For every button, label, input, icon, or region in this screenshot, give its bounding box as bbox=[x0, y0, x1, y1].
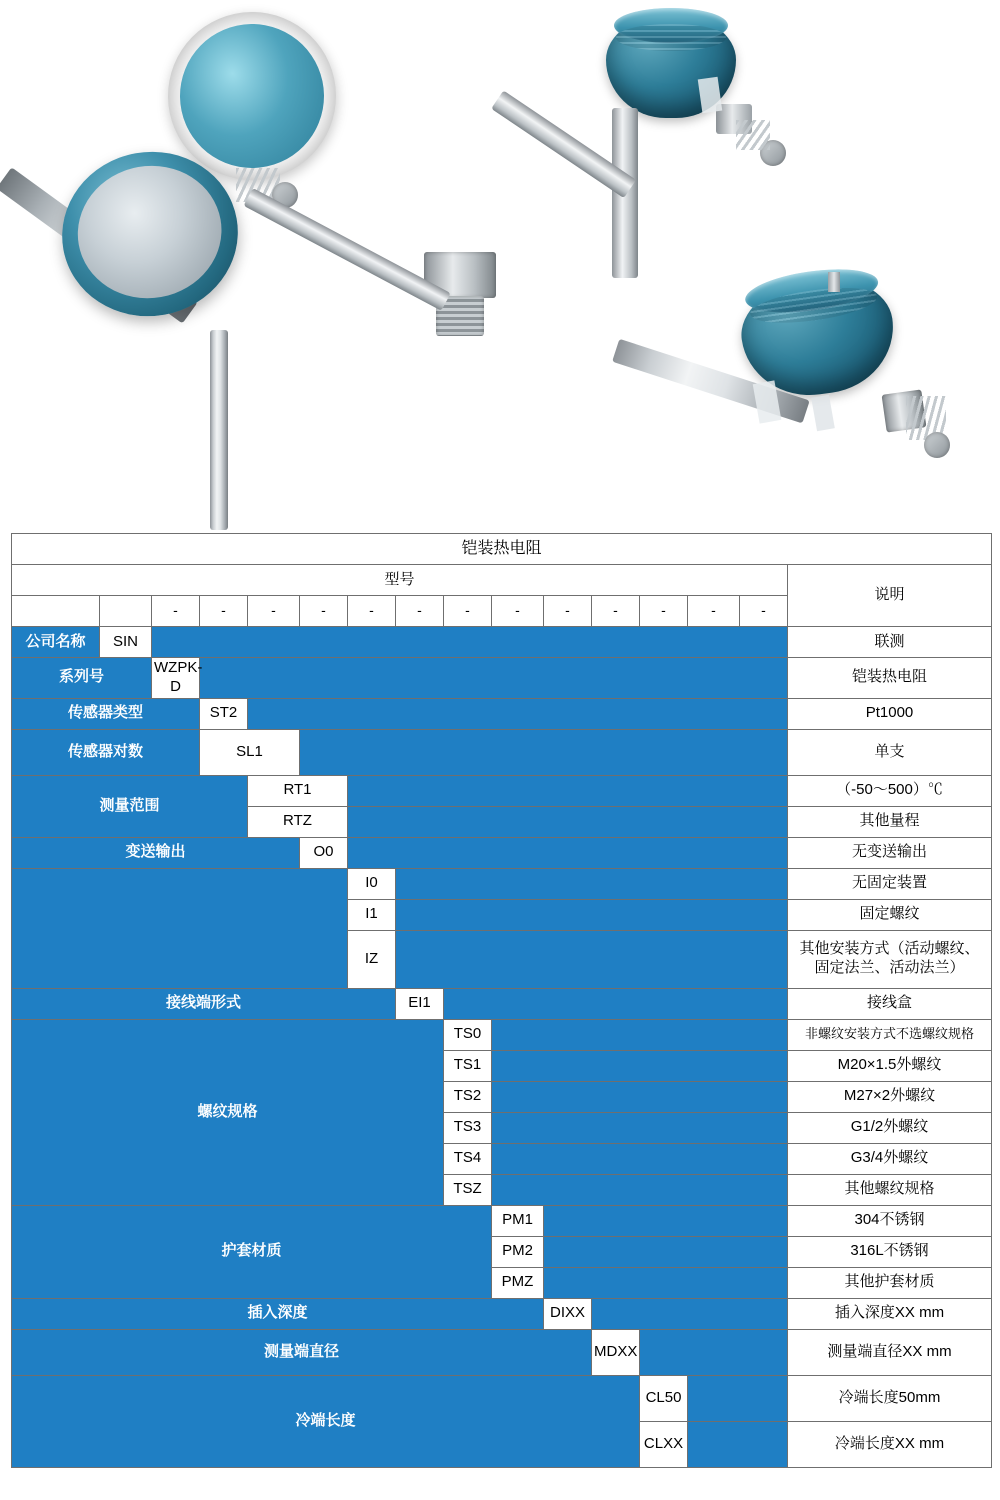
table-row bbox=[12, 698, 992, 729]
row-label-company: 公司名称 bbox=[12, 627, 100, 658]
row-desc-mounting-i1: 固定螺纹 bbox=[788, 899, 992, 930]
dash-cell: - bbox=[492, 596, 544, 627]
row-code-cold-end-clxx: CLXX bbox=[640, 1421, 688, 1467]
row-fill bbox=[492, 1050, 788, 1081]
row-code-sensor-type: ST2 bbox=[200, 698, 248, 729]
row-desc-terminal: 接线盒 bbox=[788, 988, 992, 1019]
table-row bbox=[12, 1205, 992, 1236]
row-desc-thread-tsz: 其他螺纹规格 bbox=[788, 1174, 992, 1205]
row-code-sheath-pmz: PMZ bbox=[492, 1267, 544, 1298]
table-row bbox=[12, 658, 992, 699]
row-fill bbox=[444, 988, 788, 1019]
row-label-sheath: 护套材质 bbox=[12, 1205, 492, 1298]
row-fill bbox=[492, 1019, 788, 1050]
row-fill bbox=[396, 930, 788, 988]
dash-cell: - bbox=[444, 596, 492, 627]
row-code-thread-ts4: TS4 bbox=[444, 1143, 492, 1174]
row-code-mounting-i1: I1 bbox=[348, 899, 396, 930]
lid-chain bbox=[736, 120, 770, 150]
row-desc-thread-ts2: M27×2外螺纹 bbox=[788, 1081, 992, 1112]
row-fill bbox=[348, 775, 788, 806]
row-fill bbox=[492, 1143, 788, 1174]
dash-cell: - bbox=[688, 596, 740, 627]
row-label-output: 变送输出 bbox=[12, 837, 300, 868]
row-label-sensor-type: 传感器类型 bbox=[12, 698, 200, 729]
row-desc-tip-diameter: 测量端直径XX mm bbox=[788, 1329, 992, 1375]
row-code-tip-diameter: MDXX bbox=[592, 1329, 640, 1375]
row-fill bbox=[688, 1375, 788, 1421]
dash-cell: - bbox=[544, 596, 592, 627]
row-code-output: O0 bbox=[300, 837, 348, 868]
desc-line-1: 其他安装方式（活动螺纹、 bbox=[799, 940, 980, 958]
desc-header: 说明 bbox=[788, 565, 992, 627]
row-desc-thread-ts4: G3/4外螺纹 bbox=[788, 1143, 992, 1174]
row-label-tip-diameter: 测量端直径 bbox=[12, 1329, 592, 1375]
probe-stem-center-mid bbox=[244, 188, 451, 311]
table-header-row bbox=[12, 565, 992, 596]
row-fill bbox=[688, 1421, 788, 1467]
row-desc-cold-end-clxx: 冷端长度XX mm bbox=[788, 1421, 992, 1467]
row-desc-cold-end-cl50: 冷端长度50mm bbox=[788, 1375, 992, 1421]
row-fill bbox=[348, 806, 788, 837]
row-code-mounting-iz: IZ bbox=[348, 930, 396, 988]
vent-hole bbox=[148, 174, 168, 189]
row-fill bbox=[492, 1112, 788, 1143]
row-fill bbox=[544, 1205, 788, 1236]
row-desc-sheath-pm1: 304不锈钢 bbox=[788, 1205, 992, 1236]
row-label-terminal: 接线端形式 bbox=[12, 988, 396, 1019]
dash-cell: - bbox=[740, 596, 788, 627]
row-desc-company: 联测 bbox=[788, 627, 992, 658]
row-code-company: SIN bbox=[100, 627, 152, 658]
row-fill bbox=[152, 627, 788, 658]
row-desc-range-rtz: 其他量程 bbox=[788, 806, 992, 837]
dash-cell-spacer bbox=[12, 596, 100, 627]
row-desc-series: 铠装热电阻 bbox=[788, 658, 992, 699]
row-desc-output: 无变送输出 bbox=[788, 837, 992, 868]
row-code-terminal: EI1 bbox=[396, 988, 444, 1019]
row-fill bbox=[544, 1267, 788, 1298]
model-selection-table bbox=[11, 533, 992, 1468]
row-desc-sensor-type: Pt1000 bbox=[788, 698, 992, 729]
terminal-screw bbox=[143, 213, 157, 227]
row-code-thread-ts1: TS1 bbox=[444, 1050, 492, 1081]
row-desc-mounting-iz bbox=[788, 930, 992, 988]
red-wire bbox=[107, 186, 157, 222]
terminal-screw bbox=[109, 221, 123, 235]
desc-line-2: 固定法兰、活动法兰） bbox=[814, 959, 965, 976]
product-label-sticker bbox=[811, 395, 835, 432]
row-code-sheath-pm2: PM2 bbox=[492, 1236, 544, 1267]
table-row bbox=[12, 868, 992, 899]
dash-cell: - bbox=[152, 596, 200, 627]
row-desc-sensor-pairs: 单支 bbox=[788, 729, 992, 775]
table-title: 铠装热电阻 bbox=[12, 534, 992, 565]
row-desc-mounting-i0: 无固定装置 bbox=[788, 868, 992, 899]
row-desc-sheath-pmz: 其他护套材质 bbox=[788, 1267, 992, 1298]
row-label-range: 测量范围 bbox=[12, 775, 248, 837]
head-ridges bbox=[616, 24, 725, 51]
row-code-cold-end-cl50: CL50 bbox=[640, 1375, 688, 1421]
row-label-sensor-pairs: 传感器对数 bbox=[12, 729, 200, 775]
row-fill bbox=[248, 698, 788, 729]
row-desc-sheath-pm2: 316L不锈钢 bbox=[788, 1236, 992, 1267]
table-row bbox=[12, 988, 992, 1019]
terminal-block bbox=[97, 202, 203, 261]
row-desc-range-rt1: （-50～500）℃ bbox=[788, 775, 992, 806]
row-fill bbox=[492, 1174, 788, 1205]
row-desc-thread-ts1: M20×1.5外螺纹 bbox=[788, 1050, 992, 1081]
table-row bbox=[12, 729, 992, 775]
chain-cap bbox=[924, 432, 950, 458]
dash-cell: - bbox=[348, 596, 396, 627]
row-label-insert-depth: 插入深度 bbox=[12, 1298, 544, 1329]
row-code-thread-tsz: TSZ bbox=[444, 1174, 492, 1205]
table-row bbox=[12, 1019, 992, 1050]
row-fill bbox=[544, 1236, 788, 1267]
dash-cell: - bbox=[200, 596, 248, 627]
row-code-thread-ts2: TS2 bbox=[444, 1081, 492, 1112]
table-row bbox=[12, 1329, 992, 1375]
row-fill bbox=[348, 837, 788, 868]
dash-cell: - bbox=[640, 596, 688, 627]
table-row bbox=[12, 775, 992, 806]
table-row bbox=[12, 1375, 992, 1421]
row-code-thread-ts3: TS3 bbox=[444, 1112, 492, 1143]
dash-cell: - bbox=[300, 596, 348, 627]
row-code-thread-ts0: TS0 bbox=[444, 1019, 492, 1050]
row-label-series: 系列号 bbox=[12, 658, 152, 699]
row-fill bbox=[396, 899, 788, 930]
row-desc-thread-ts0: 非螺纹安装方式不选螺纹规格 bbox=[788, 1019, 992, 1050]
table-row bbox=[12, 837, 992, 868]
model-header: 型号 bbox=[12, 565, 788, 596]
row-code-mounting-i0: I0 bbox=[348, 868, 396, 899]
row-code-series: WZPK-D bbox=[152, 658, 200, 699]
row-fill bbox=[396, 868, 788, 899]
row-code-sheath-pm1: PM1 bbox=[492, 1205, 544, 1236]
dash-cell: - bbox=[396, 596, 444, 627]
row-fill bbox=[592, 1298, 788, 1329]
row-label-mounting bbox=[12, 868, 348, 988]
row-desc-insert-depth: 插入深度XX mm bbox=[788, 1298, 992, 1329]
row-code-range-rtz: RTZ bbox=[248, 806, 348, 837]
row-desc-thread-ts3: G1/2外螺纹 bbox=[788, 1112, 992, 1143]
dash-cell-spacer bbox=[100, 596, 152, 627]
table-row bbox=[12, 1298, 992, 1329]
product-photo-area bbox=[0, 0, 1000, 533]
row-label-thread: 螺纹规格 bbox=[12, 1019, 444, 1205]
row-code-sensor-pairs: SL1 bbox=[200, 729, 300, 775]
row-label-cold-end: 冷端长度 bbox=[12, 1375, 640, 1467]
dash-cell: - bbox=[592, 596, 640, 627]
row-fill bbox=[640, 1329, 788, 1375]
row-code-range-rt1: RT1 bbox=[248, 775, 348, 806]
table-row bbox=[12, 627, 992, 658]
head-screw-right bbox=[828, 272, 840, 292]
terminal-screw bbox=[175, 211, 189, 225]
row-fill bbox=[200, 658, 788, 699]
row-fill bbox=[300, 729, 788, 775]
dash-cell: - bbox=[248, 596, 300, 627]
table-title-row bbox=[12, 534, 992, 565]
row-fill bbox=[492, 1081, 788, 1112]
row-code-insert-depth: DIXX bbox=[544, 1298, 592, 1329]
probe-stem-center-lower bbox=[210, 330, 228, 530]
